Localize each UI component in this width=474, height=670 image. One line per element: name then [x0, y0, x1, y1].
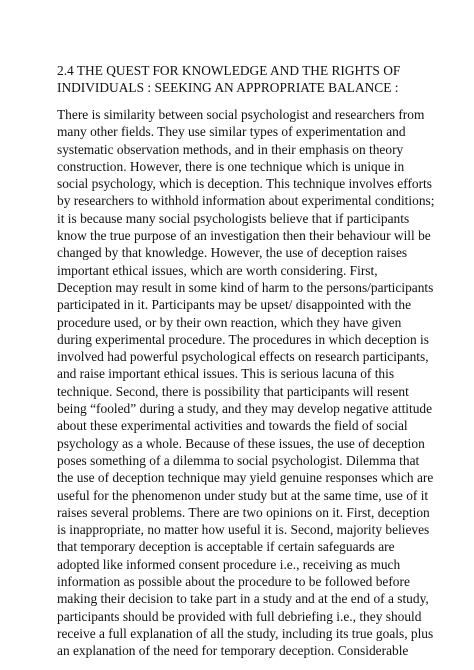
section-heading: [57, 62, 427, 96]
body-line: participants should be provided with full debriefing i.e., they should: [57, 608, 422, 624]
body-line: technique. Second, there is possibility that participants will resent: [57, 383, 409, 399]
body-line: receive a full explanation of all the study, including its true goals, plus: [57, 625, 434, 641]
body-line: information as possible about the procedure to be followed before: [57, 574, 410, 590]
body-line: systematic observation methods, and in their emphasis on theory: [57, 141, 404, 157]
body-line: construction. However, there is one technique which is unique in: [57, 158, 405, 174]
body-line: participated in it. Participants may be upset/ disappointed with the: [57, 297, 412, 313]
body-line: know the true purpose of an investigation then their behaviour will be: [57, 228, 431, 244]
body-line: and raise important ethical issues. This is serious lacuna of this: [57, 366, 395, 382]
heading-line: INDIVIDUALS : SEEKING AN APPROPRIATE BALANCE :: [57, 80, 399, 95]
body-line: about these experimental activities and towards the field of social: [57, 418, 408, 434]
body-line: poses something of a dilemma to social psychologist. Dilemma that: [57, 452, 420, 468]
body-line: Deception may result in some kind of harm to the persons/participants: [57, 279, 434, 295]
body-line: changed by that knowledge. However, the use of deception raises: [57, 245, 408, 261]
body-paragraph: [57, 106, 435, 660]
body-line: procedure used, or by their own reaction, which they have given: [57, 314, 402, 330]
body-line: the use of deception technique may yield genuine responses which are: [57, 470, 434, 486]
body-line: by researchers to withhold information about experimental conditions;: [57, 193, 435, 209]
body-line: an explanation of the need for temporary deception. Considerable: [57, 643, 409, 659]
body-line: raises several problems. There are two opinions on it. First, deception: [57, 504, 430, 520]
body-line: during experimental procedure. The procedures in which deception is: [57, 331, 429, 347]
document-page: [57, 62, 435, 660]
body-line: social psychology, which is deception. This technique involves efforts: [57, 176, 432, 192]
body-line: important ethical issues, which are worth considering. First,: [57, 262, 378, 278]
heading-line: 2.4 THE QUEST FOR KNOWLEDGE AND THE RIGHTS OF: [57, 63, 401, 78]
body-line: it is because many social psychologists believe that if participants: [57, 210, 410, 226]
body-line: being “fooled” during a study, and they may develop negative attitude: [57, 401, 433, 417]
body-line: There is similarity between social psychologist and researchers from: [57, 107, 425, 122]
body-line: making their decision to take part in a study and at the end of a study,: [57, 591, 429, 607]
body-line: many other fields. They use similar types of experimentation and: [57, 124, 406, 140]
body-line: psychology as a whole. Because of these issues, the use of deception: [57, 435, 425, 451]
body-line: is inappropriate, no matter how useful it is. Second, majority believes: [57, 522, 430, 538]
body-line: that temporary deception is acceptable if certain safeguards are: [57, 539, 395, 555]
body-line: involved had powerful psychological effects on research participants,: [57, 349, 429, 365]
body-line: adopted like informed consent procedure i.e., receiving as much: [57, 556, 401, 572]
body-line: useful for the phenomenon under study but at the same time, use of it: [57, 487, 429, 503]
